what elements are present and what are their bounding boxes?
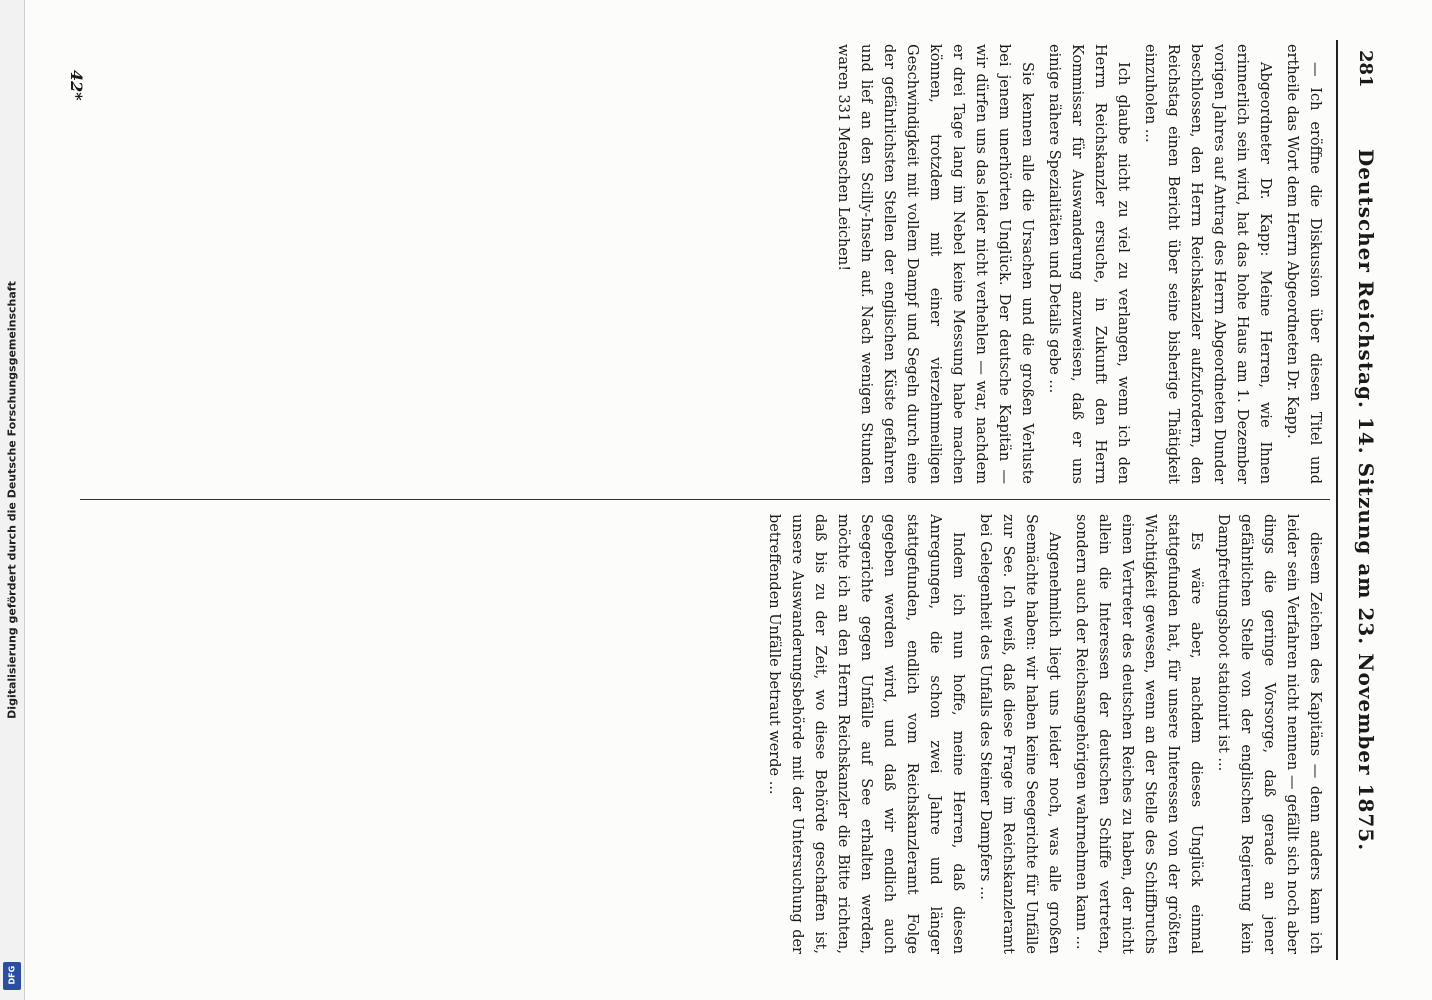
- digitization-credit-strip: [0, 0, 25, 1000]
- dfg-logo: DFG: [3, 962, 21, 990]
- paragraph: Es wäre aber, nachdem dieses Unglück einmal stattgefunden hat, für unsere Interessen von der größten Wichtigkeit gewesen, wenn an der Stelle des Schiffbruchs einen Vertreter des deutschen Reiches zu haben, der nicht allein die Interessen der deutschen Schiffe vertreten, sondern auch der Reichsangehörigen wahrnehmen kann ...: [1073, 514, 1204, 954]
- signature-mark: 42*: [67, 70, 86, 101]
- paragraph: — Ich eröffne die Diskussion über diesen Titel und ertheile das Wort dem Herrn Abgeordneten Dr. Kapp.: [1284, 44, 1323, 484]
- newspaper-page: [46, 30, 1386, 970]
- credit-text: Digitalisierung gefördert durch die Deutsche Forschungsgemeinschaft: [5, 281, 19, 719]
- page-header: [1338, 30, 1386, 970]
- page-number: 281: [1355, 50, 1376, 88]
- column-divider: [80, 499, 1330, 500]
- right-column: [86, 514, 1326, 954]
- paragraph: Indem ich nun hoffe, meine Herren, daß diesen Anregungen, die schon zwei Jahre und länger stattgefunden, endlich vom Reichskanzleramt Folge gegeben werden wird, und daß wir endlich auch Seegerichte gegen Unfälle auf See erhalten werden, möchte ich an den Herrn Reichskanzler die Bitte richten, daß bis zu der Zeit, wo diese Behörde geschaffen ist, unsere Auswanderungsbehörde mit der Untersuchung der betreffenden Unfälle betraut werde ...: [766, 514, 966, 954]
- paragraph: diesem Zeichen des Kapitäns — denn anders kann ich leider sein Verfahren nicht nennen — gefällt sich noch aber dings die geringe Vorsorge, daß gerade an jener gefährlichen Stelle von der englischen Regierung kein Dampfrettungsboot stationirt ist ...: [1215, 514, 1323, 954]
- paragraph: Ich glaube nicht zu viel zu verlangen, wenn ich den Herrn Reichskanzler ersuche, in Zukunft den Herrn Kommissar für Auswanderung anzuweisen, daß er uns einige nähere Spezialitäten und Details gebe ...: [1046, 44, 1131, 484]
- paragraph: Sie kennen alle die Ursachen und die großen Verluste bei jenem unerhörten Unglück. Der deutsche Kapitän — wir dürfen uns das leider nicht verhehlen — war, nachdem er drei Tage lang im Nebel keine Messung habe machen können, trotzdem mit einer vierzehnmeiligen Geschwindigkeit mit vollem Dampf und Segeln durch eine der gefährlichsten Stellen der englischen Küste gefahren und lief an den Scilly-Inseln auf. Nach wenigen Stunden waren 331 Menschen Leichen!: [835, 44, 1035, 484]
- header-rule: [1336, 40, 1338, 960]
- paragraph: Abgeordneter Dr. Kapp: Meine Herren, wie Ihnen erinnerlich sein wird, hat das hohe Haus am 1. Dezember vorigen Jahres auf Antrag des Herrn Abgeordneten Dunder beschlossen, den Herrn Reichskanzler aufzufordern, den Reichstag einen Bericht über seine bisherige Thätigkeit einzuholen ...: [1142, 44, 1273, 484]
- left-column: [86, 44, 1326, 484]
- paragraph: Angenehmlich liegt uns leider noch, was alle großen Seemächte haben: wir haben keine Seegerichte für Unfälle zur See. Ich weiß, daß diese Frage im Reichskanzleramt bei Gelegenheit des Unfalls des Steiner Dampfers ...: [977, 514, 1062, 954]
- running-title: Deutscher Reichstag. 14. Sitzung am 23. November 1875.: [1354, 148, 1378, 852]
